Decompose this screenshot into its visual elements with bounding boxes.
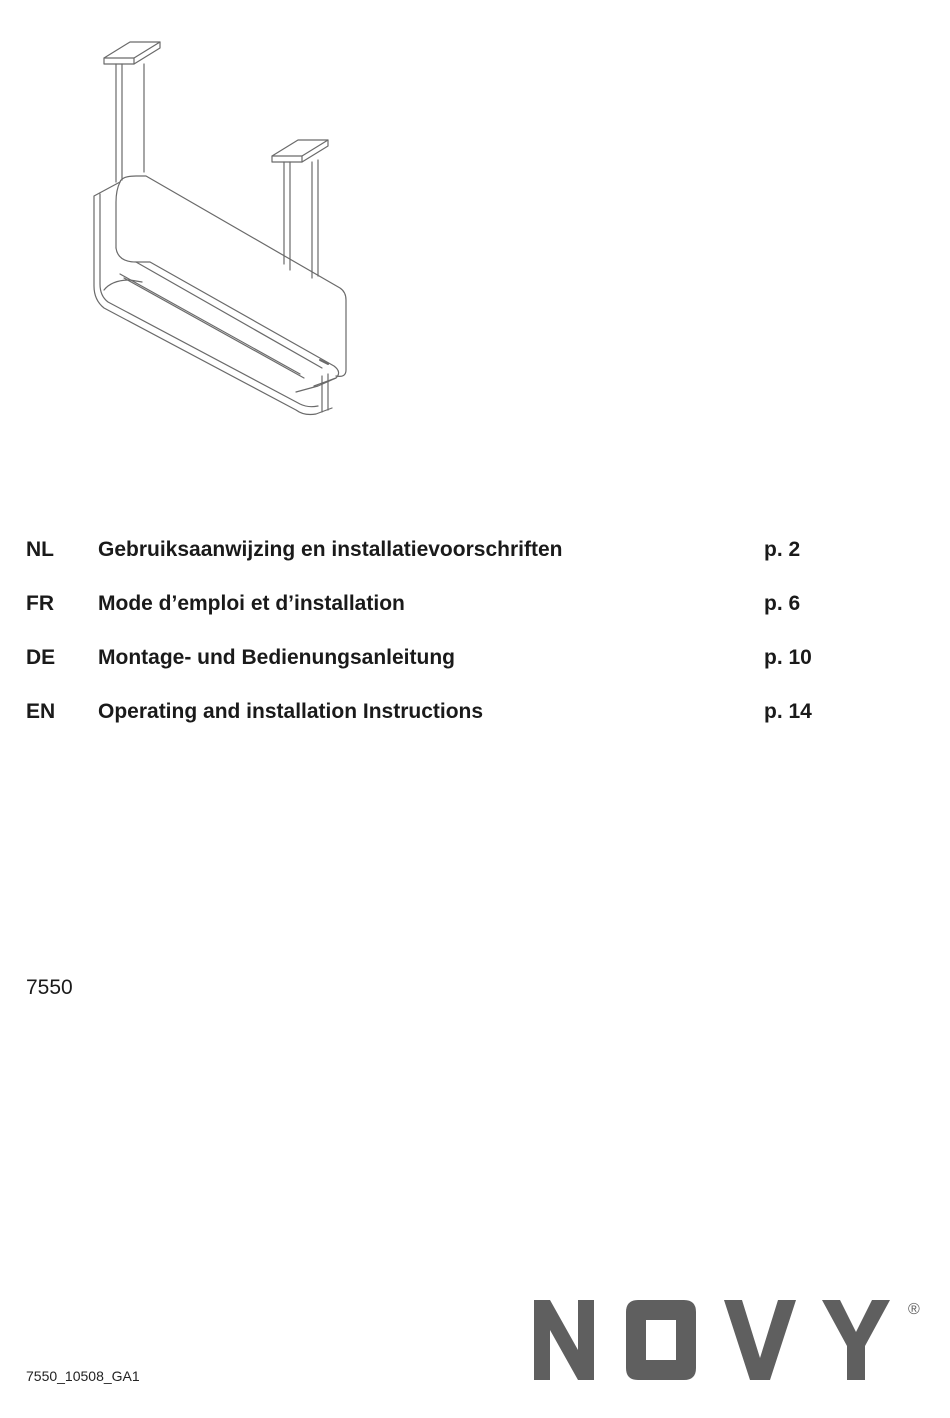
toc-entry-en [26,696,856,750]
document-code: 7550_10508_GA1 [26,1368,140,1384]
section-title: Mode d’emploi et d’installation [98,592,405,615]
model-number: 7550 [26,976,73,999]
toc-entry-de [26,642,856,696]
section-title: Operating and installation Instructions [98,700,484,723]
page-reference: p. 14 [764,700,812,723]
language-code: EN [26,700,56,723]
section-title: Gebruiksaanwijzing en installatievoorschriften [98,538,563,561]
language-code: FR [26,592,54,615]
toc-entry-fr [26,588,856,642]
registered-mark: ® [908,1301,920,1318]
section-title: Montage- und Bedienungsanleitung [98,646,455,669]
cooker-hood-illustration [60,30,380,430]
novy-logo [534,1298,928,1384]
page-reference: p. 10 [764,646,812,669]
page-reference: p. 2 [764,538,801,561]
language-code: NL [26,538,54,561]
language-contents-list [26,534,856,750]
page-reference: p. 6 [764,592,801,615]
toc-entry-nl [26,534,856,588]
language-code: DE [26,646,56,669]
